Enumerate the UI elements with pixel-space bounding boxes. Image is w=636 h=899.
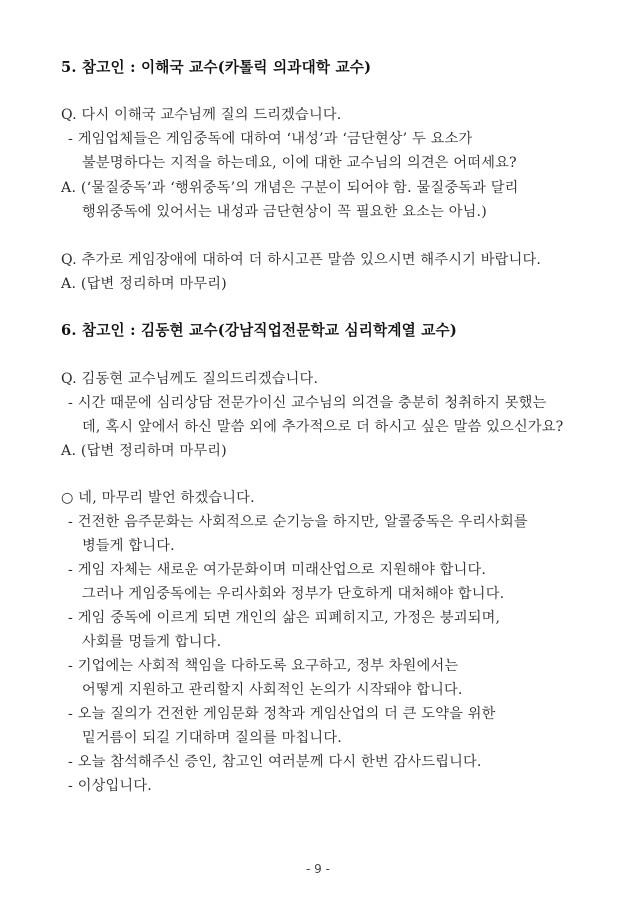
bullet-line: - 시간 때문에 심리상담 전문가이신 교수님의 의견을 충분히 청취하지 못했는	[68, 395, 547, 411]
bullet-line: - 게임 자체는 새로운 여가문화이며 미래산업으로 지원해야 합니다.	[68, 562, 487, 578]
continuation-line: 그러나 게임중독에는 우리사회와 정부가 단호하게 대처해야 합니다.	[82, 586, 505, 602]
question-line: Q. 추가로 게임장애에 대하여 더 하시고픈 말씀 있으시면 해주시기 바랍니다.	[61, 252, 542, 268]
bullet-line: - 게임업체들은 게임중독에 대하여 ‘내성’과 ‘금단현상’ 두 요소가	[68, 131, 473, 147]
page-number: - 9 -	[306, 862, 330, 876]
continuation-line: 어떻게 지원하고 관리할지 사회적인 논의가 시작돼야 합니다.	[82, 682, 463, 698]
continuation-line: 불분명하다는 지적을 하는데요, 이에 대한 교수님의 의견은 어떠세요?	[82, 155, 517, 171]
section-heading-5: 5. 참고인 : 이해국 교수(카톨릭 의과대학 교수)	[61, 59, 372, 76]
question-line: Q. 김동현 교수님께도 질의드리겠습니다.	[61, 371, 319, 387]
bullet-line: - 이상입니다.	[68, 778, 152, 794]
continuation-line: 병들게 합니다.	[82, 538, 175, 554]
continuation-line: 행위중독에 있어서는 내성과 금단현상이 꼭 필요한 요소는 아님.)	[82, 204, 487, 220]
continuation-line: 사회를 멍들게 합니다.	[82, 634, 222, 650]
continuation-line: 데, 혹시 앞에서 하신 말씀 외에 추가적으로 더 하시고 싶은 말씀 있으신가요?	[82, 419, 564, 435]
section-heading-6: 6. 참고인 : 김동현 교수(강남직업전문학교 심리학계열 교수)	[61, 322, 457, 339]
answer-line: A. (‘물질중독’과 ‘행위중독’의 개념은 구분이 되어야 함. 물질중독과 달리	[61, 180, 519, 196]
bullet-line: - 게임 중독에 이르게 되면 개인의 삶은 피폐히지고, 가정은 붕괴되며,	[68, 610, 501, 626]
answer-line: A. (답변 정리하며 마무리)	[61, 443, 227, 459]
closing-intro-line: ○ 네, 마무리 발언 하겠습니다.	[61, 490, 255, 506]
answer-line: A. (답변 정리하며 마무리)	[61, 276, 227, 292]
bullet-line: - 오늘 참석해주신 증인, 참고인 여러분께 다시 한번 감사드립니다.	[68, 754, 482, 770]
bullet-line: - 오늘 질의가 건전한 게임문화 정착과 게임산업의 더 큰 도약을 위한	[68, 706, 496, 722]
continuation-line: 밑거름이 되길 기대하며 질의를 마칩니다.	[82, 730, 342, 746]
question-line: Q. 다시 이해국 교수님께 질의 드리겠습니다.	[61, 107, 342, 123]
bullet-line: - 기업에는 사회적 책임을 다하도록 요구하고, 정부 차원에서는	[68, 658, 459, 674]
bullet-line: - 건전한 음주문화는 사회적으로 순기능을 하지만, 알콜중독은 우리사회를	[68, 514, 528, 530]
